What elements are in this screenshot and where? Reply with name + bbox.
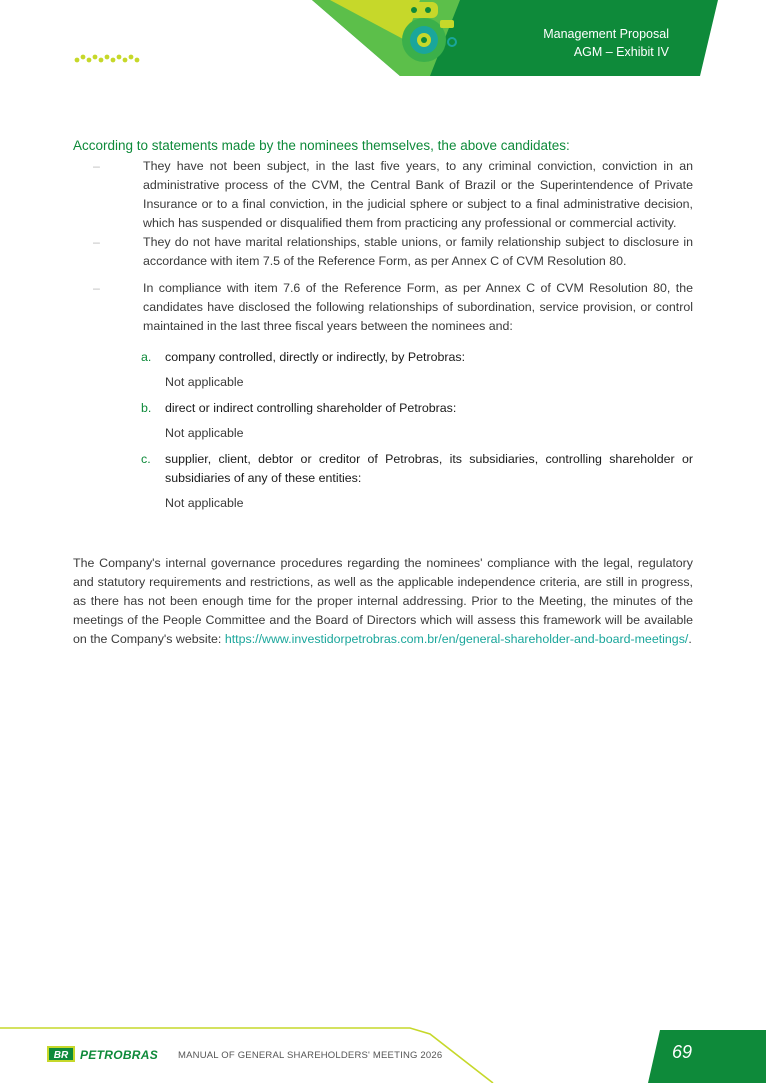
section-lead: According to statements made by the nominees themselves, the above candidates: <box>73 138 570 153</box>
closing-end: . <box>688 632 692 647</box>
website-link[interactable]: https://www.investidorpetrobras.com.br/en/general-shareholder-and-board-meetings/ <box>224 632 689 647</box>
header-line-1: Management Proposal <box>543 27 669 41</box>
closing-paragraph <box>73 554 693 649</box>
closing-text: The Company's internal governance procedures regarding the nominees' compliance with the legal, regulatory and statutory requirements and restrictions, as well as the applicable independence criteria, are still in progress, as there has not been enough time for the proper internal addressing. Prior to the Meeting, the minutes of the meetings of the People Committee and the Board of Directors which will assess this framework will be available on the Company's website: <box>73 556 693 647</box>
bullet-item <box>73 157 693 233</box>
bullet-item <box>73 233 693 271</box>
petrobras-logo: PETROBRAS <box>80 1048 159 1062</box>
item-value: Not applicable <box>165 496 244 510</box>
relationship-item <box>73 348 693 367</box>
petrobras-logo-icon <box>47 1046 75 1062</box>
dash-marker: – <box>93 235 100 249</box>
item-letter: a. <box>141 350 152 364</box>
item-letter: b. <box>141 401 152 415</box>
dash-marker: – <box>93 281 100 295</box>
item-value: Not applicable <box>165 375 244 389</box>
item-text: company controlled, directly or indirectly, by Petrobras: <box>165 350 466 364</box>
main-content <box>73 138 693 520</box>
logo-mark-text: BR <box>53 1050 69 1061</box>
item-letter: c. <box>141 452 151 466</box>
bullet-text: They have not been subject, in the last five years, to any criminal conviction, conviction in an administrative process of the CVM, the Central Bank of Brazil or the Superintendence of Private Insurance or to a final conviction, in the judicial sphere or subject to a final administrative decision, which has suspended or disqualified them from practicing any professional or commercial activity. <box>143 159 693 230</box>
relationship-item <box>73 450 693 488</box>
item-text: direct or indirect controlling shareholder of Petrobras: <box>165 401 457 415</box>
bullet-item <box>73 279 693 336</box>
item-value: Not applicable <box>165 426 244 440</box>
decorative-dots-icon <box>75 55 140 63</box>
header-line-2: AGM – Exhibit IV <box>573 45 669 59</box>
footer-title: MANUAL OF GENERAL SHAREHOLDERS' MEETING 2026 <box>178 1050 443 1061</box>
item-text: supplier, client, debtor or creditor of Petrobras, its subsidiaries, controlling shareholder or subsidiaries of any of these entities: <box>165 452 693 485</box>
bullet-text: They do not have marital relationships, stable unions, or family relationship subject to disclosure in accordance with item 7.5 of the Reference Form, as per Annex C of CVM Resolution 80. <box>143 235 693 268</box>
page-number: 69 <box>672 1042 693 1062</box>
relationship-item <box>73 399 693 418</box>
header-title <box>543 25 669 61</box>
relationship-list <box>73 348 693 513</box>
bullet-text: In compliance with item 7.6 of the Reference Form, as per Annex C of CVM Resolution 80, the candidates have disclosed the following relationships of subordination, service provision, or control maintained in the last three fiscal years between the nominees and: <box>143 281 693 333</box>
dash-marker: – <box>93 159 100 173</box>
